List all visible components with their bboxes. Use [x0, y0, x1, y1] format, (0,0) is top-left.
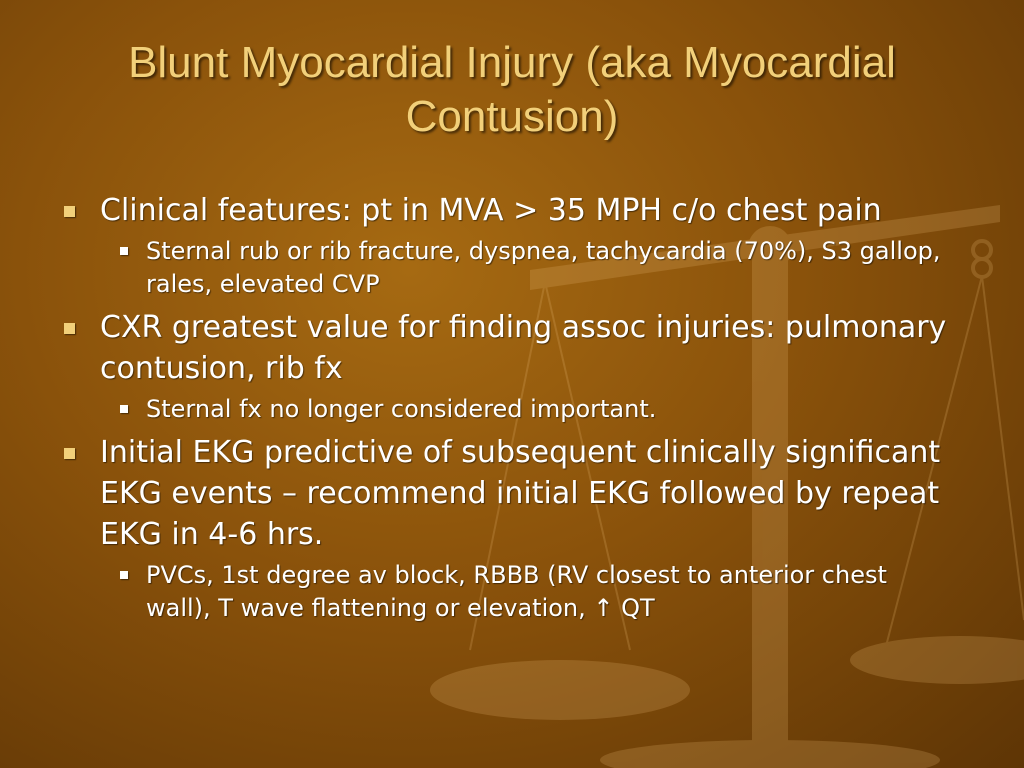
sub-bullet-item — [60, 235, 950, 301]
sub-bullet-text: PVCs, 1st degree av block, RBBB (RV closest to anterior chest wall), T wave flattening or elevation, ↑ QT — [146, 561, 887, 622]
bullet-item — [60, 190, 950, 231]
bullet-item — [60, 432, 950, 555]
square-bullet-icon — [64, 323, 75, 334]
bullet-list — [60, 184, 950, 625]
slide-title: Blunt Myocardial Injury (aka Myocardial Contusion) — [128, 38, 896, 141]
square-bullet-icon — [120, 247, 128, 255]
square-bullet-icon — [64, 206, 75, 217]
sub-bullet-text: Sternal rub or rib fracture, dyspnea, tachycardia (70%), S3 gallop, rales, elevated CVP — [146, 237, 941, 298]
sub-bullet-item — [60, 559, 950, 625]
square-bullet-icon — [120, 571, 128, 579]
square-bullet-icon — [120, 405, 128, 413]
bullet-item — [60, 307, 950, 389]
square-bullet-icon — [64, 448, 75, 459]
sub-bullet-item — [60, 393, 950, 426]
bullet-text: CXR greatest value for finding assoc injuries: pulmonary contusion, rib fx — [100, 310, 947, 386]
bullet-text: Clinical features: pt in MVA > 35 MPH c/o chest pain — [100, 193, 882, 228]
sub-bullet-text: Sternal fx no longer considered important. — [146, 395, 657, 423]
bullet-text: Initial EKG predictive of subsequent clinically significant EKG events – recommend initial EKG followed by repeat EKG in 4-6 hrs. — [100, 435, 941, 552]
